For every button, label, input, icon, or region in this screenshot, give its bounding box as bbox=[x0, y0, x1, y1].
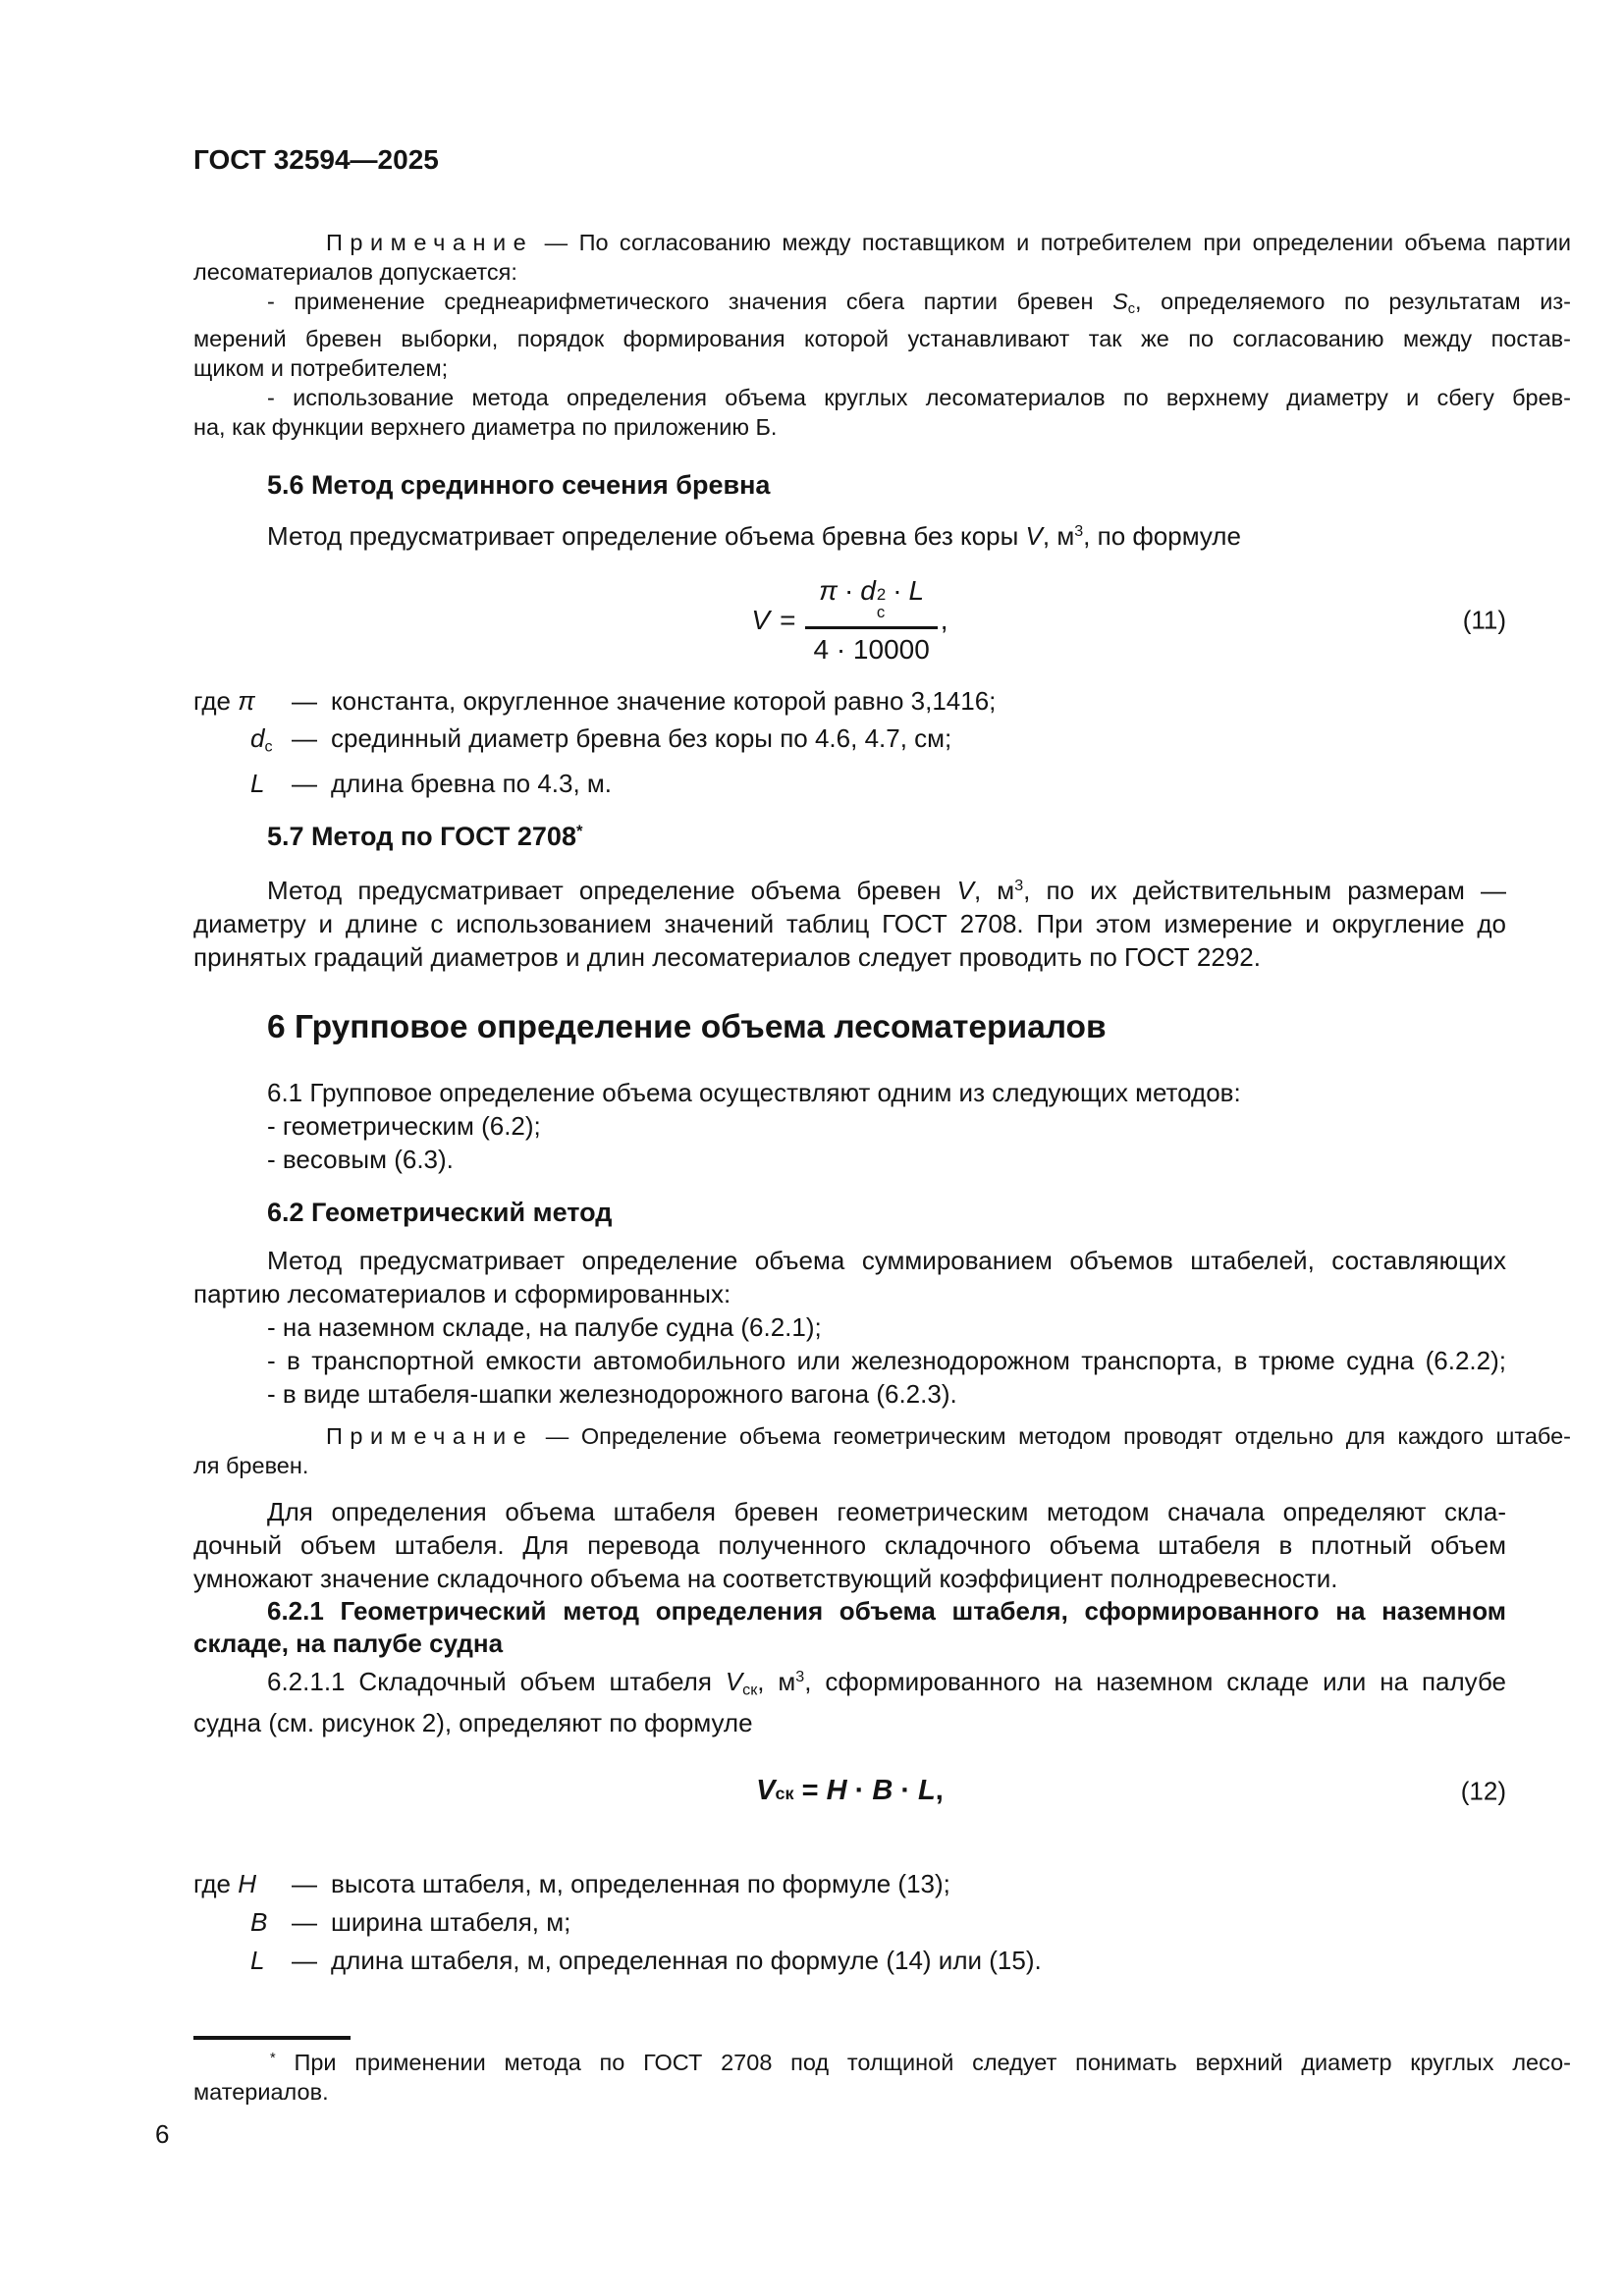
where-list-formula-12 bbox=[193, 1865, 1506, 1980]
where-description: длина штабеля, м, определенная по формуле (14) или (15). bbox=[331, 1945, 1042, 1975]
fraction bbox=[805, 575, 937, 665]
subscript: с bbox=[1127, 301, 1136, 318]
paragraph-line: Для определения объема штабеля бревен геометрическим методом сначала определяют скла- bbox=[267, 1496, 1506, 1526]
paragraph-stack-volume bbox=[193, 1495, 1506, 1595]
text: , м bbox=[973, 875, 1015, 905]
variable-H: H bbox=[238, 1868, 256, 1898]
note-batch-volume bbox=[193, 228, 1571, 442]
paragraph-line: партию лесоматериалов и сформированных: bbox=[193, 1278, 731, 1308]
equals-sign: = bbox=[780, 604, 796, 635]
note-geometric-method bbox=[193, 1421, 1571, 1480]
where-term bbox=[193, 1903, 292, 1942]
superscript: 2 bbox=[876, 585, 887, 605]
footnote-line: материалов. bbox=[193, 2078, 329, 2105]
variable-V: V bbox=[725, 1666, 743, 1696]
formula-12 bbox=[193, 1762, 1506, 1821]
variable-B: B bbox=[872, 1775, 893, 1807]
superscript: 3 bbox=[1074, 522, 1084, 541]
comma: , bbox=[935, 1775, 944, 1807]
paragraph-line bbox=[193, 514, 1506, 553]
where-row bbox=[193, 1903, 1506, 1942]
heading-text: 5.7 Метод по ГОСТ 2708 bbox=[267, 822, 576, 852]
where-description: высота штабеля, м, определенная по формуле (13); bbox=[331, 1868, 950, 1898]
page-number: 6 bbox=[155, 2118, 170, 2149]
where-description: константа, округленное значение которой равно 3,1416; bbox=[331, 685, 997, 716]
text: Метод предусматривает определение объема бревна без коры bbox=[267, 520, 1026, 551]
superscript: 3 bbox=[1014, 876, 1024, 894]
note-bullet-line bbox=[193, 287, 1571, 324]
section-heading-5-6: 5.6 Метод срединного сечения бревна bbox=[267, 470, 771, 501]
note-text: Определение объема геометрическим методом проводят отдельно для каждого штабе- bbox=[580, 1422, 1572, 1449]
variable-S: S bbox=[1112, 289, 1128, 314]
multiply-dot: · bbox=[893, 575, 902, 607]
fraction-numerator bbox=[811, 575, 932, 625]
text: , по их действительным размерам — bbox=[1023, 875, 1506, 905]
where-term bbox=[193, 682, 292, 720]
variable-V: V bbox=[751, 604, 771, 635]
where-keyword: где bbox=[193, 1868, 231, 1898]
sub-sup-stack bbox=[877, 586, 886, 620]
paragraph-line bbox=[193, 1660, 1506, 1706]
bullet-line: - на наземном складе, на палубе судна (6.2.1); bbox=[267, 1311, 822, 1342]
paragraph-line: Метод предусматривает определение объема суммированием объемов штабелей, составляющих bbox=[267, 1245, 1506, 1275]
section-heading-6-2-1 bbox=[193, 1595, 1506, 1660]
text: , по формуле bbox=[1083, 520, 1241, 551]
note-line: мерений бревен выборки, порядок формирования которой устанавливают так же по согласованию между постав- bbox=[193, 326, 1571, 352]
pi-symbol: π bbox=[238, 685, 255, 716]
where-list-formula-11 bbox=[193, 682, 1506, 803]
subscript: с bbox=[264, 737, 273, 756]
dash: — bbox=[292, 685, 317, 716]
bullet-line: - в виде штабеля-шапки железнодорожного вагона (6.2.3). bbox=[267, 1378, 957, 1409]
paragraph-line: 6.1 Групповое определение объема осуществляют одним из следующих методов: bbox=[267, 1077, 1241, 1107]
where-description: срединный диаметр бревна без коры по 4.6, 4.7, см; bbox=[331, 722, 952, 753]
paragraph-6-2-1-1 bbox=[193, 1660, 1506, 1739]
doc-number: ГОСТ 32594—2025 bbox=[193, 144, 439, 175]
where-row bbox=[193, 720, 1506, 766]
footnote bbox=[193, 2044, 1571, 2107]
where-description: длина бревна по 4.3, м. bbox=[331, 769, 613, 799]
note-line: на, как функции верхнего диаметра по приложению Б. bbox=[193, 414, 778, 441]
text: 6.2.1.1 Складочный объем штабеля bbox=[267, 1666, 726, 1696]
footnote-line bbox=[193, 2044, 1571, 2077]
note-text: - применение среднеарифметического значения сбега партии бревен bbox=[267, 289, 1113, 314]
variable-V: V bbox=[956, 875, 974, 905]
paragraph-line: дочный объем штабеля. Для перевода полученного складочного объема штабеля в плотный объем bbox=[193, 1529, 1506, 1560]
paragraph-line: диаметру и длине с использованием значений таблиц ГОСТ 2708. При этом измерение и округление до bbox=[193, 908, 1506, 938]
paragraph-5-7 bbox=[193, 869, 1506, 974]
note-line: ля бревен. bbox=[193, 1452, 309, 1478]
footnote-marker: * bbox=[270, 2050, 276, 2066]
section-heading-5-7 bbox=[193, 816, 1506, 852]
equation-number: (12) bbox=[1460, 1776, 1506, 1806]
note-line: лесоматериалов допускается: bbox=[193, 259, 517, 285]
variable-H: H bbox=[826, 1775, 847, 1807]
where-description: ширина штабеля, м; bbox=[331, 1906, 571, 1937]
multiply-dot: · bbox=[846, 1775, 873, 1807]
bullet-line: - геометрическим (6.2); bbox=[267, 1110, 541, 1141]
variable-L: L bbox=[250, 769, 265, 799]
note-label: Примечание bbox=[326, 230, 534, 255]
where-term bbox=[193, 765, 292, 802]
paragraph-6-2 bbox=[193, 1244, 1506, 1411]
comma: , bbox=[940, 604, 948, 635]
multiply-dot: · bbox=[843, 575, 854, 607]
where-keyword: где bbox=[193, 685, 231, 716]
formula-11 bbox=[193, 570, 1506, 670]
where-term bbox=[193, 1865, 292, 1903]
where-row bbox=[193, 1942, 1506, 1980]
paragraph-line: умножают значение складочного объема на соответствующий коэффициент полнодревесности. bbox=[193, 1563, 1338, 1593]
formula-body bbox=[751, 575, 947, 665]
note-separator: — bbox=[533, 230, 579, 255]
note-label: Примечание bbox=[326, 1422, 534, 1449]
text: , сформированного на наземном складе или на палубе bbox=[804, 1666, 1506, 1696]
variable-L: L bbox=[918, 1775, 936, 1807]
page-content bbox=[155, 0, 1572, 2149]
footnote-rule bbox=[193, 2036, 351, 2040]
pi-symbol: π bbox=[819, 575, 838, 607]
equation-number: (11) bbox=[1462, 605, 1506, 635]
note-line bbox=[193, 1421, 1571, 1451]
fraction-denominator: 4 · 10000 bbox=[805, 626, 937, 666]
text: , м bbox=[757, 1666, 796, 1696]
variable-L: L bbox=[908, 575, 925, 607]
paragraph-line bbox=[193, 869, 1506, 907]
variable-d: d bbox=[250, 722, 265, 753]
where-row bbox=[193, 682, 1506, 720]
paragraph-line: принятых градаций диаметров и длин лесоматериалов следует проводить по ГОСТ 2292. bbox=[193, 941, 1261, 972]
note-line bbox=[193, 228, 1571, 257]
section-heading-6-2: 6.2 Геометрический метод bbox=[267, 1197, 613, 1227]
text: , м bbox=[1042, 520, 1075, 551]
superscript: 3 bbox=[795, 1667, 805, 1685]
note-text: По согласованию между поставщиком и потребителем при определении объема партии bbox=[578, 230, 1572, 255]
variable-B: B bbox=[250, 1906, 268, 1937]
variable-d: d bbox=[860, 575, 876, 607]
chapter-heading-6: 6 Групповое определение объема лесоматериалов bbox=[267, 1008, 1107, 1045]
bullet-line: - в транспортной емкости автомобильного или железнодорожном транспорта, в трюме судна (6.2.2); bbox=[267, 1345, 1506, 1375]
subscript: ск bbox=[775, 1784, 794, 1804]
bullet-line: - весовым (6.3). bbox=[267, 1144, 454, 1174]
multiply-dot: · bbox=[893, 1775, 919, 1807]
subscript: ск bbox=[742, 1680, 758, 1698]
formula-body bbox=[756, 1775, 944, 1807]
note-separator: — bbox=[533, 1422, 581, 1449]
footnote-text: При применении метода по ГОСТ 2708 под толщиной следует понимать верхний диаметр круглых лесо- bbox=[294, 2049, 1572, 2075]
variable-L: L bbox=[250, 1945, 265, 1975]
heading-line: складе, на палубе судна bbox=[193, 1628, 504, 1658]
where-term bbox=[193, 720, 292, 766]
variable-V: V bbox=[1025, 520, 1043, 551]
paragraph-6-1 bbox=[193, 1076, 1506, 1176]
footnote-marker: * bbox=[575, 822, 583, 841]
dash: — bbox=[292, 1945, 317, 1975]
equals-sign: = bbox=[793, 1775, 827, 1807]
variable-V: V bbox=[756, 1775, 776, 1807]
where-row bbox=[193, 765, 1506, 802]
text: Метод предусматривает определение объема бревен bbox=[267, 875, 957, 905]
note-line: щиком и потребителем; bbox=[193, 355, 449, 382]
note-text: , определяемого по результатам из- bbox=[1135, 289, 1572, 314]
dash: — bbox=[292, 722, 317, 753]
where-term bbox=[193, 1942, 292, 1980]
where-row bbox=[193, 1865, 1506, 1903]
dash: — bbox=[292, 1868, 317, 1898]
heading-line: 6.2.1 Геометрический метод определения объема штабеля, сформированного на наземном bbox=[267, 1595, 1506, 1626]
paragraph-line: судна (см. рисунок 2), определяют по формуле bbox=[193, 1707, 753, 1737]
subscript: с bbox=[876, 602, 886, 621]
dash: — bbox=[292, 1906, 317, 1937]
dash: — bbox=[292, 769, 317, 799]
note-bullet-line: - использование метода определения объема круглых лесоматериалов по верхнему диаметру и сбегу брев- bbox=[267, 385, 1571, 411]
